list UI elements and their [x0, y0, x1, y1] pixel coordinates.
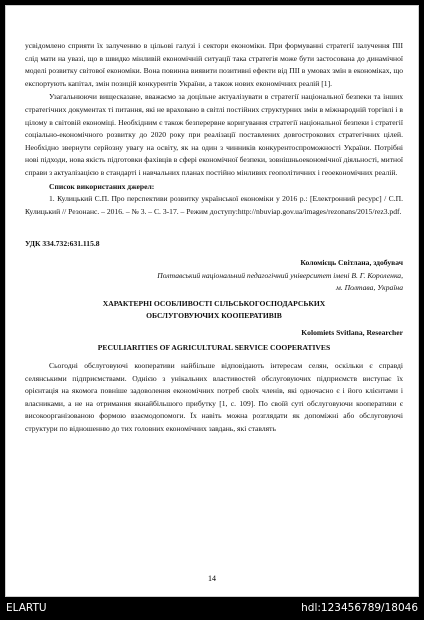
article-title-ua-line1: ХАРАКТЕРНІ ОСОБЛИВОСТІ СІЛЬСЬКОГОСПОДАРСЬКИХ — [102, 298, 326, 308]
article-title-en: PECULIARITIES OF AGRICULTURAL SERVICE COOPERATIVES — [97, 343, 331, 353]
page-number: 14 — [208, 574, 216, 583]
references-heading: Список використаних джерел: — [49, 181, 155, 191]
repository-label: ELARTU — [6, 602, 47, 614]
author-affiliation: Полтавський національний педагогічний університет імені В. Г. Короленка, — [157, 270, 403, 280]
handle-identifier[interactable]: hdl:123456789/18046 — [301, 602, 418, 614]
page-content — [25, 6, 403, 436]
article-title-ua-line2: ОБСЛУГОВУЮЧИХ КООПЕРАТИВІВ — [146, 311, 282, 321]
body-paragraph: Сьогодні обслуговуючі кооперативи найбільше відповідають інтересам селян, оскільки є справді селянськими підприємствами. Однією з унікальних властивостей обслуговуючих підприємств виступає їх орієнтація на якомога повніше задоволення економічних потреб своїх членів, які одночасно є і його клієнтами і власниками, а не на отримання якнайбільшого прибутку [1, с. 109]. По своїй суті обслуговуючи кооперативи є високоорганізованою формою взаємодопомоги. Їх навіть можна розглядати як допоміжні або обслуговуючі структури по відношенню до тих головних економічних завдань, які ставлять — [25, 361, 403, 434]
intro-paragraph: усвідомлено сприяти їх залученню в цільові галузі і сектори економіки. При формуванні стратегії залучення ПІІ слід мати на увазі, що в швидко мінливій економічній ситуації така стратегія може бути застосована до динамічної моделі розвитку світової економіки. Вона повинна виявити позитивні ефекти від ПІІ в умовах змін в економіках, що експортують капітал, змін позицій конкурентів України, а також нових економічних реалій [1]. — [25, 41, 403, 88]
author-name-en: Kolomiets Svitlana, Researcher — [301, 327, 403, 337]
reference-item: 1. Кулицький С.П. Про перспективи розвитку української економіки у 2016 р.: [Електронний ресурс] / С.П. Кулицький // Резонанс. – 2016. – № 3. – С. 3-17. – Режим доступу:http://nbuviap.gov.ua/images/rezonans/2015/rez3.pdf. — [25, 194, 403, 216]
document-page — [5, 5, 419, 597]
viewer-footer-bar — [0, 597, 424, 620]
summary-paragraph: Узагальнюючи вищесказане, вважаємо за доцільне актуалізувати в стратегії національної безпеки та інших стратегічних документах ті питання, які не враховано в світлі постійних структурних змін в міжнародній торгівлі і в цілому в світовій економіці. Необхідним є також безперервне коригування стратегії національної безпеки і стратегії соціально-економічного розвитку до 2020 року при реалізації поставлених довгострокових стратегічних цілей. Необхідно звернути серйозну увагу на освіту, як на один з чинників конкурентоспроможності України. Потрібні нові підходи, нова якість підготовки фахівців в сфері економічної безпеки, зовнішньоекономічної діяльності, митної справи з актуалізацією в стандарті і навчальних планах постійно мінливих геополітичних і геоекономічних реалій. — [25, 92, 403, 177]
author-name-ua: Коломієць Світлана, здобувач — [300, 257, 403, 267]
udc-code: УДК 334.732:631.115.8 — [25, 239, 100, 249]
author-city: м. Полтава, Україна — [336, 283, 403, 293]
